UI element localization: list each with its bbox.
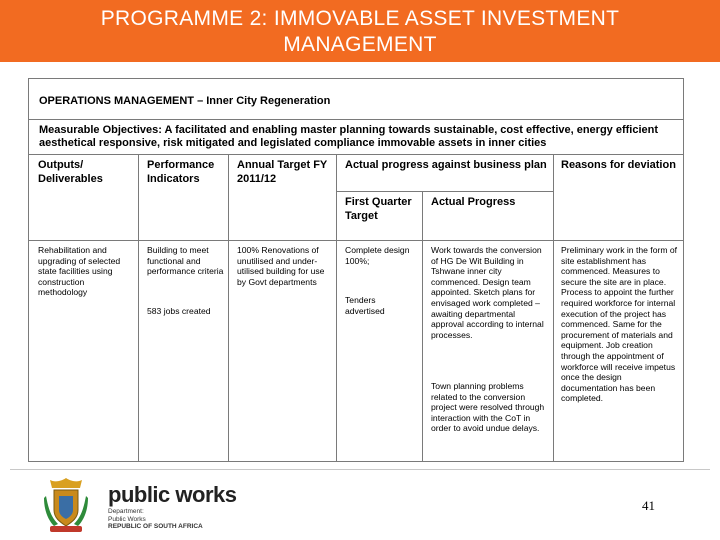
column-divider: [422, 192, 423, 461]
cell-actual-progress-2: Town planning problems related to the conversion project were resolved through interaction with the CoT in order to avoid undue delays.: [431, 381, 545, 434]
slide-title-line-2: MANAGEMENT: [283, 33, 437, 56]
cell-first-quarter-1: Complete design 100%;: [345, 245, 410, 266]
cell-actual-progress-1: Work towards the conversion of HG De Wit Building in Tshwane inner city commenced. Design team appointed. Sketch plans for envisaged work completed – awaiting departmental approval according to internal processes.: [431, 245, 544, 340]
coat-of-arms-logo: [40, 476, 92, 536]
cell-annual-target: 100% Renovations of unutilised and under-utilised building for use by Govt departments: [237, 245, 325, 287]
row-divider: [29, 240, 683, 241]
operations-row: [29, 79, 683, 120]
header-actual-progress: Actual Progress: [431, 196, 516, 208]
measurable-objectives: Measurable Objectives: A facilitated and enabling master planning towards sustainable, cost effective, energy efficient aesthetical responsive, risk mitigated and legislated compliance immovable assets in inner cities: [39, 124, 659, 149]
page-number: 41: [642, 498, 655, 513]
column-divider: [553, 154, 554, 461]
header-outputs: Outputs/ Deliverables: [38, 159, 103, 185]
header-performance-indicators: Performance Indicators: [147, 159, 215, 185]
department-line-1: Department:: [108, 508, 144, 515]
header-annual-target: Annual Target FY 2011/12: [237, 159, 328, 185]
department-line-3: REPUBLIC OF SOUTH AFRICA: [108, 523, 203, 530]
column-divider: [336, 154, 337, 461]
cell-indicator-2: 583 jobs created: [147, 306, 211, 316]
cell-reasons: Preliminary work in the form of site establishment has commenced. Measures to secure the site are in place. Process to appoint the further required workforce for internal execution of the project has commenced. Same for the procurement of materials and equipment. Job creation through the appointment of workforce will receive impetus once the design documentation has been completed.: [561, 245, 678, 404]
public-works-logotype: public works: [108, 482, 237, 507]
cell-first-quarter-2: Tenders advertised: [345, 295, 385, 316]
programme-table: [28, 78, 684, 462]
slide-title: [0, 6, 720, 58]
cell-outputs: Rehabilitation and upgrading of selected state facilities using construction methodology: [38, 245, 121, 298]
slide-title-line-1: PROGRAMME 2: IMMOVABLE ASSET INVESTMENT: [100, 7, 620, 30]
cell-indicator-1: Building to meet functional and performance criteria: [147, 245, 224, 277]
header-first-quarter-target: First Quarter Target: [345, 196, 412, 222]
footer-divider: [10, 469, 710, 470]
department-label: [108, 508, 203, 531]
objectives-row: [29, 120, 683, 155]
column-divider: [138, 154, 139, 461]
column-divider: [228, 154, 229, 461]
header-reasons-for-deviation: Reasons for deviation: [561, 159, 676, 171]
header-actual-progress-group: Actual progress against business plan: [345, 159, 547, 171]
department-line-2: Public Works: [108, 515, 146, 523]
operations-title: OPERATIONS MANAGEMENT – Inner City Regeneration: [39, 95, 331, 107]
row-divider: [336, 191, 553, 192]
